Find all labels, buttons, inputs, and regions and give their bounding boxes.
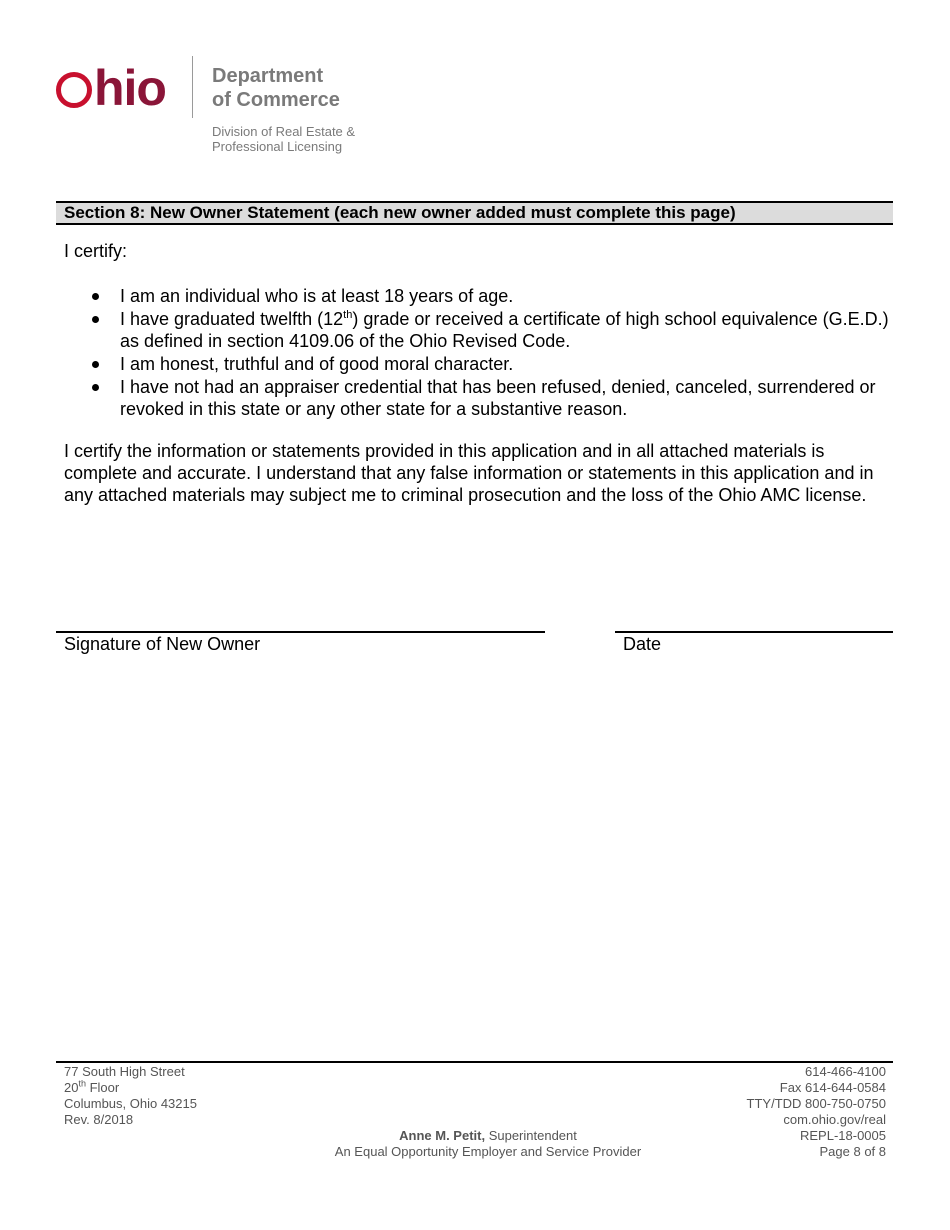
department-name xyxy=(212,64,340,112)
division-name xyxy=(212,124,355,154)
footer-form-id: REPL-18-0005 xyxy=(800,1128,886,1143)
bullet-text: I am an individual who is at least 18 years of age. xyxy=(120,286,514,306)
bullet-icon xyxy=(92,293,99,300)
list-item xyxy=(64,308,894,352)
footer-street: 77 South High Street xyxy=(64,1064,185,1079)
certification-paragraph: I certify the information or statements provided in this application and in all attached materials is complete and accurate. I understand that any false information or statements in this application and in any attached materials may subject me to criminal prosecution and the loss of the Ohio AMC license. xyxy=(64,441,874,505)
list-item xyxy=(64,353,894,375)
bullet-text-post: ) grade or received a certificate of high school equivalence (G.E.D.) as defined in section 4109.06 of the Ohio Revised Code. xyxy=(120,309,889,351)
bullet-icon xyxy=(92,384,99,391)
ohio-logo-o-ring xyxy=(56,72,92,108)
footer-floor-number: 20 xyxy=(64,1080,79,1095)
superintendent-name: Anne M. Petit, xyxy=(399,1128,486,1143)
ohio-logo xyxy=(56,60,166,116)
footer-superintendent-line xyxy=(0,1128,950,1144)
footer-city: Columbus, Ohio 43215 xyxy=(64,1096,197,1111)
bullet-text: I am honest, truthful and of good moral character. xyxy=(120,354,514,374)
signature-label: Signature of New Owner xyxy=(64,634,261,654)
bullet-icon xyxy=(92,316,99,323)
bullet-text-sup: th xyxy=(343,309,353,321)
division-line2: Professional Licensing xyxy=(212,139,343,154)
logo-divider xyxy=(192,56,193,118)
footer-floor-sup: th xyxy=(78,1078,86,1089)
footer-floor-word: Floor xyxy=(85,1080,120,1095)
footer-phone: 614-466-4100 xyxy=(805,1064,886,1079)
certify-label: I certify: xyxy=(64,241,128,261)
section-title: Section 8: New Owner Statement (each new owner added must complete this page) xyxy=(56,201,893,225)
footer-website: com.ohio.gov/real xyxy=(783,1112,886,1127)
list-item xyxy=(64,285,894,307)
department-line1: Department xyxy=(212,65,324,87)
certification-list xyxy=(64,285,894,421)
bullet-icon xyxy=(92,361,99,368)
footer-floor xyxy=(64,1080,197,1096)
bullet-text-pre: I have graduated twelfth (12 xyxy=(120,309,344,329)
ohio-logo-hio: hio xyxy=(94,60,166,116)
footer-tty: TTY/TDD 800-750-0750 xyxy=(746,1096,886,1111)
footer-address xyxy=(64,1064,197,1128)
footer-divider xyxy=(56,1061,893,1063)
footer-superintendent xyxy=(0,1128,950,1160)
footer-page-number: Page 8 of 8 xyxy=(819,1144,886,1159)
department-line2: of Commerce xyxy=(212,89,340,111)
list-item xyxy=(64,376,894,420)
superintendent-title: Superintendent xyxy=(485,1128,577,1143)
footer-equal-opportunity: An Equal Opportunity Employer and Service Provider xyxy=(334,1144,642,1159)
division-line1: Division of Real Estate & xyxy=(212,124,356,139)
bullet-text: I have not had an appraiser credential that has been refused, denied, canceled, surrendered or revoked in this state or any other state for a substantive reason. xyxy=(120,377,876,419)
footer-fax: Fax 614-644-0584 xyxy=(779,1080,886,1095)
footer-revision: Rev. 8/2018 xyxy=(64,1112,134,1127)
date-label: Date xyxy=(623,634,662,654)
